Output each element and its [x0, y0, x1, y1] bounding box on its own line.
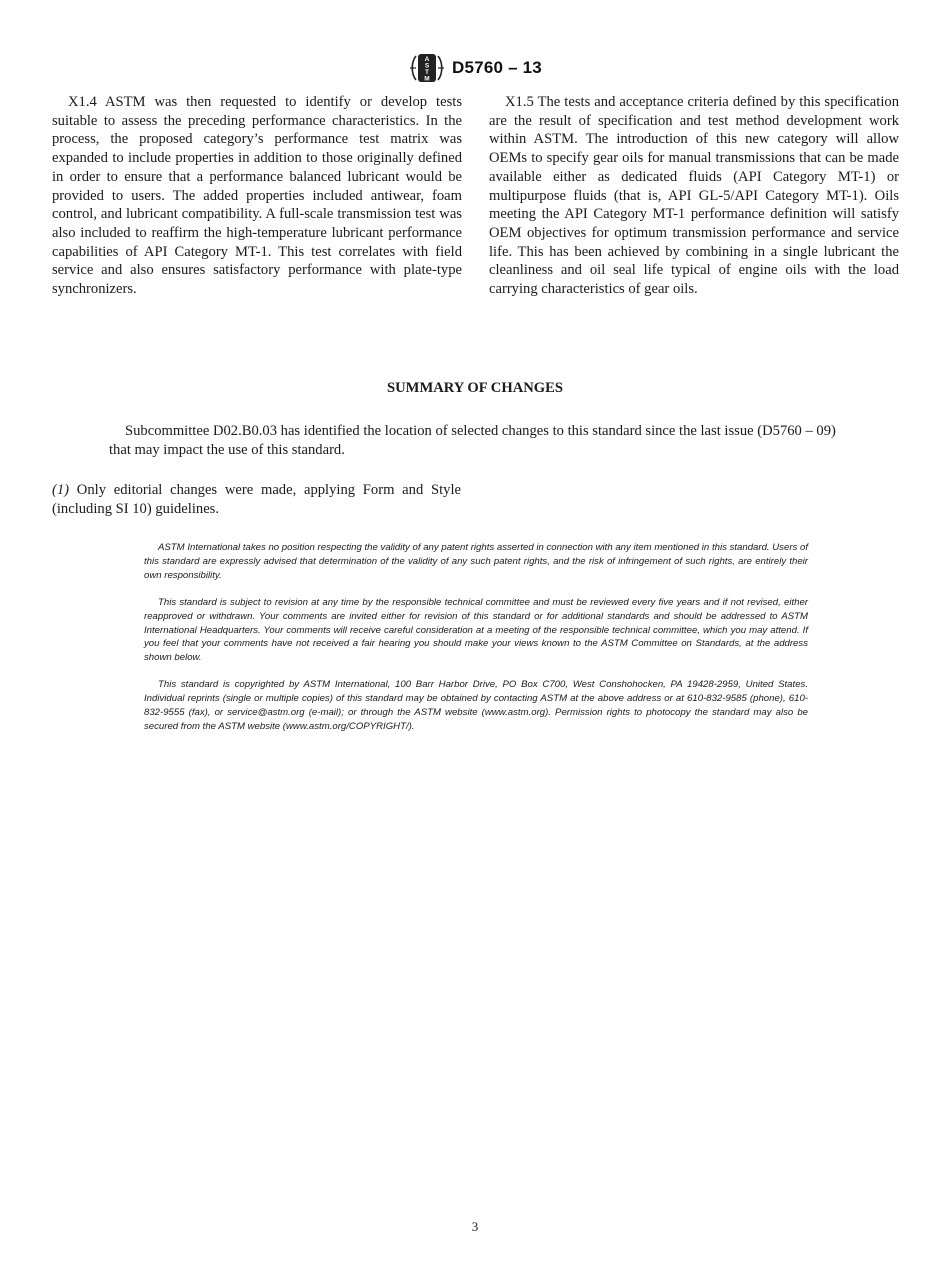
- page-number: 3: [471, 1219, 479, 1234]
- svg-text:T: T: [425, 69, 430, 76]
- left-column: [52, 93, 462, 299]
- change-text: Only editorial changes were made, applying Form and Style (including SI 10) guidelines.: [52, 482, 461, 517]
- standard-designation: D5760 – 13: [452, 58, 542, 77]
- summary-intro: Subcommittee D02.B0.03 has identified the location of selected changes to this standard since the last issue (D5760 – 09) that may impact the use of this standard.: [109, 423, 836, 458]
- summary-of-changes-heading: SUMMARY OF CHANGES: [387, 380, 563, 396]
- svg-text:A: A: [424, 56, 430, 63]
- patent-notice: ASTM International takes no position respecting the validity of any patent rights asserted in connection with any item mentioned in this standard. Users of this standard are expressly advised that determination of the validity of any such patent rights, and the risk of infringement of such rights, are entirely their own responsibility.: [144, 542, 808, 581]
- paragraph-x1-5: X1.5 The tests and acceptance criteria defined by this specification are the result of specification and test method development work within ASTM. The introduction of this new category will allow OEMs to specify gear oils for manual transmissions that can be made available either as dedicated fluids (API Category MT-1) or multipurpose fluids (that is, API GL-5/API Category MT-1). Oils meeting the API Category MT-1 performance definition will satisfy OEM objectives for optimum transmission performance and service life. This has been achieved by combining in a single lubricant the cleanliness and oil seal life typical of engine oils with the load carrying characteristics of gear oils.: [489, 94, 899, 298]
- paragraph-x1-4: X1.4 ASTM was then requested to identify or develop tests suitable to assess the preceding performance characteristics. In the process, the proposed category’s performance test matrix was expanded to include properties in addition to those originally defined in order to ensure that a performance balanced lubricant would be provided to users. The added properties included antiwear, foam control, and lubricant compatibility. A full-scale transmission test was also included to reaffirm the high-temperature lubricant performance capabilities of API Category MT-1. This test correlates with field service and also ensures satisfactory performance with plate-type synchronizers.: [52, 94, 462, 298]
- astm-logo-icon: [408, 50, 446, 86]
- copyright-notice: This standard is copyrighted by ASTM International, 100 Barr Harbor Drive, PO Box C700, West Conshohocken, PA 19428-2959, United States. Individual reprints (single or multiple copies) of this standard may be obtained by contacting ASTM at the above address or at 610-832-9585 (phone), 610-832-9555 (fax), or service@astm.org (e-mail); or through the ASTM website (www.astm.org). Permission rights to photocopy the standard may also be secured from the ASTM website (www.astm.org/COPYRIGHT/).: [144, 679, 808, 732]
- header-group: [408, 50, 542, 86]
- legal-notices: [144, 541, 808, 747]
- svg-text:S: S: [424, 62, 430, 70]
- svg-text:M: M: [424, 75, 430, 83]
- page-header: [0, 50, 950, 86]
- right-column: [489, 93, 899, 299]
- revision-notice: This standard is subject to revision at any time by the responsible technical committee and must be reviewed every five years and if not revised, either reapproved or withdrawn. Your comments are invited either for revision of this standard or for additional standards and should be addressed to ASTM International Headquarters. Your comments will receive careful consideration at a meeting of the responsible technical committee, which you may attend. If you feel that your comments have not received a fair hearing you should make your views known to the ASTM Committee on Standards, at the address shown below.: [144, 596, 808, 664]
- change-item: [52, 481, 461, 519]
- change-number: (1): [52, 482, 70, 498]
